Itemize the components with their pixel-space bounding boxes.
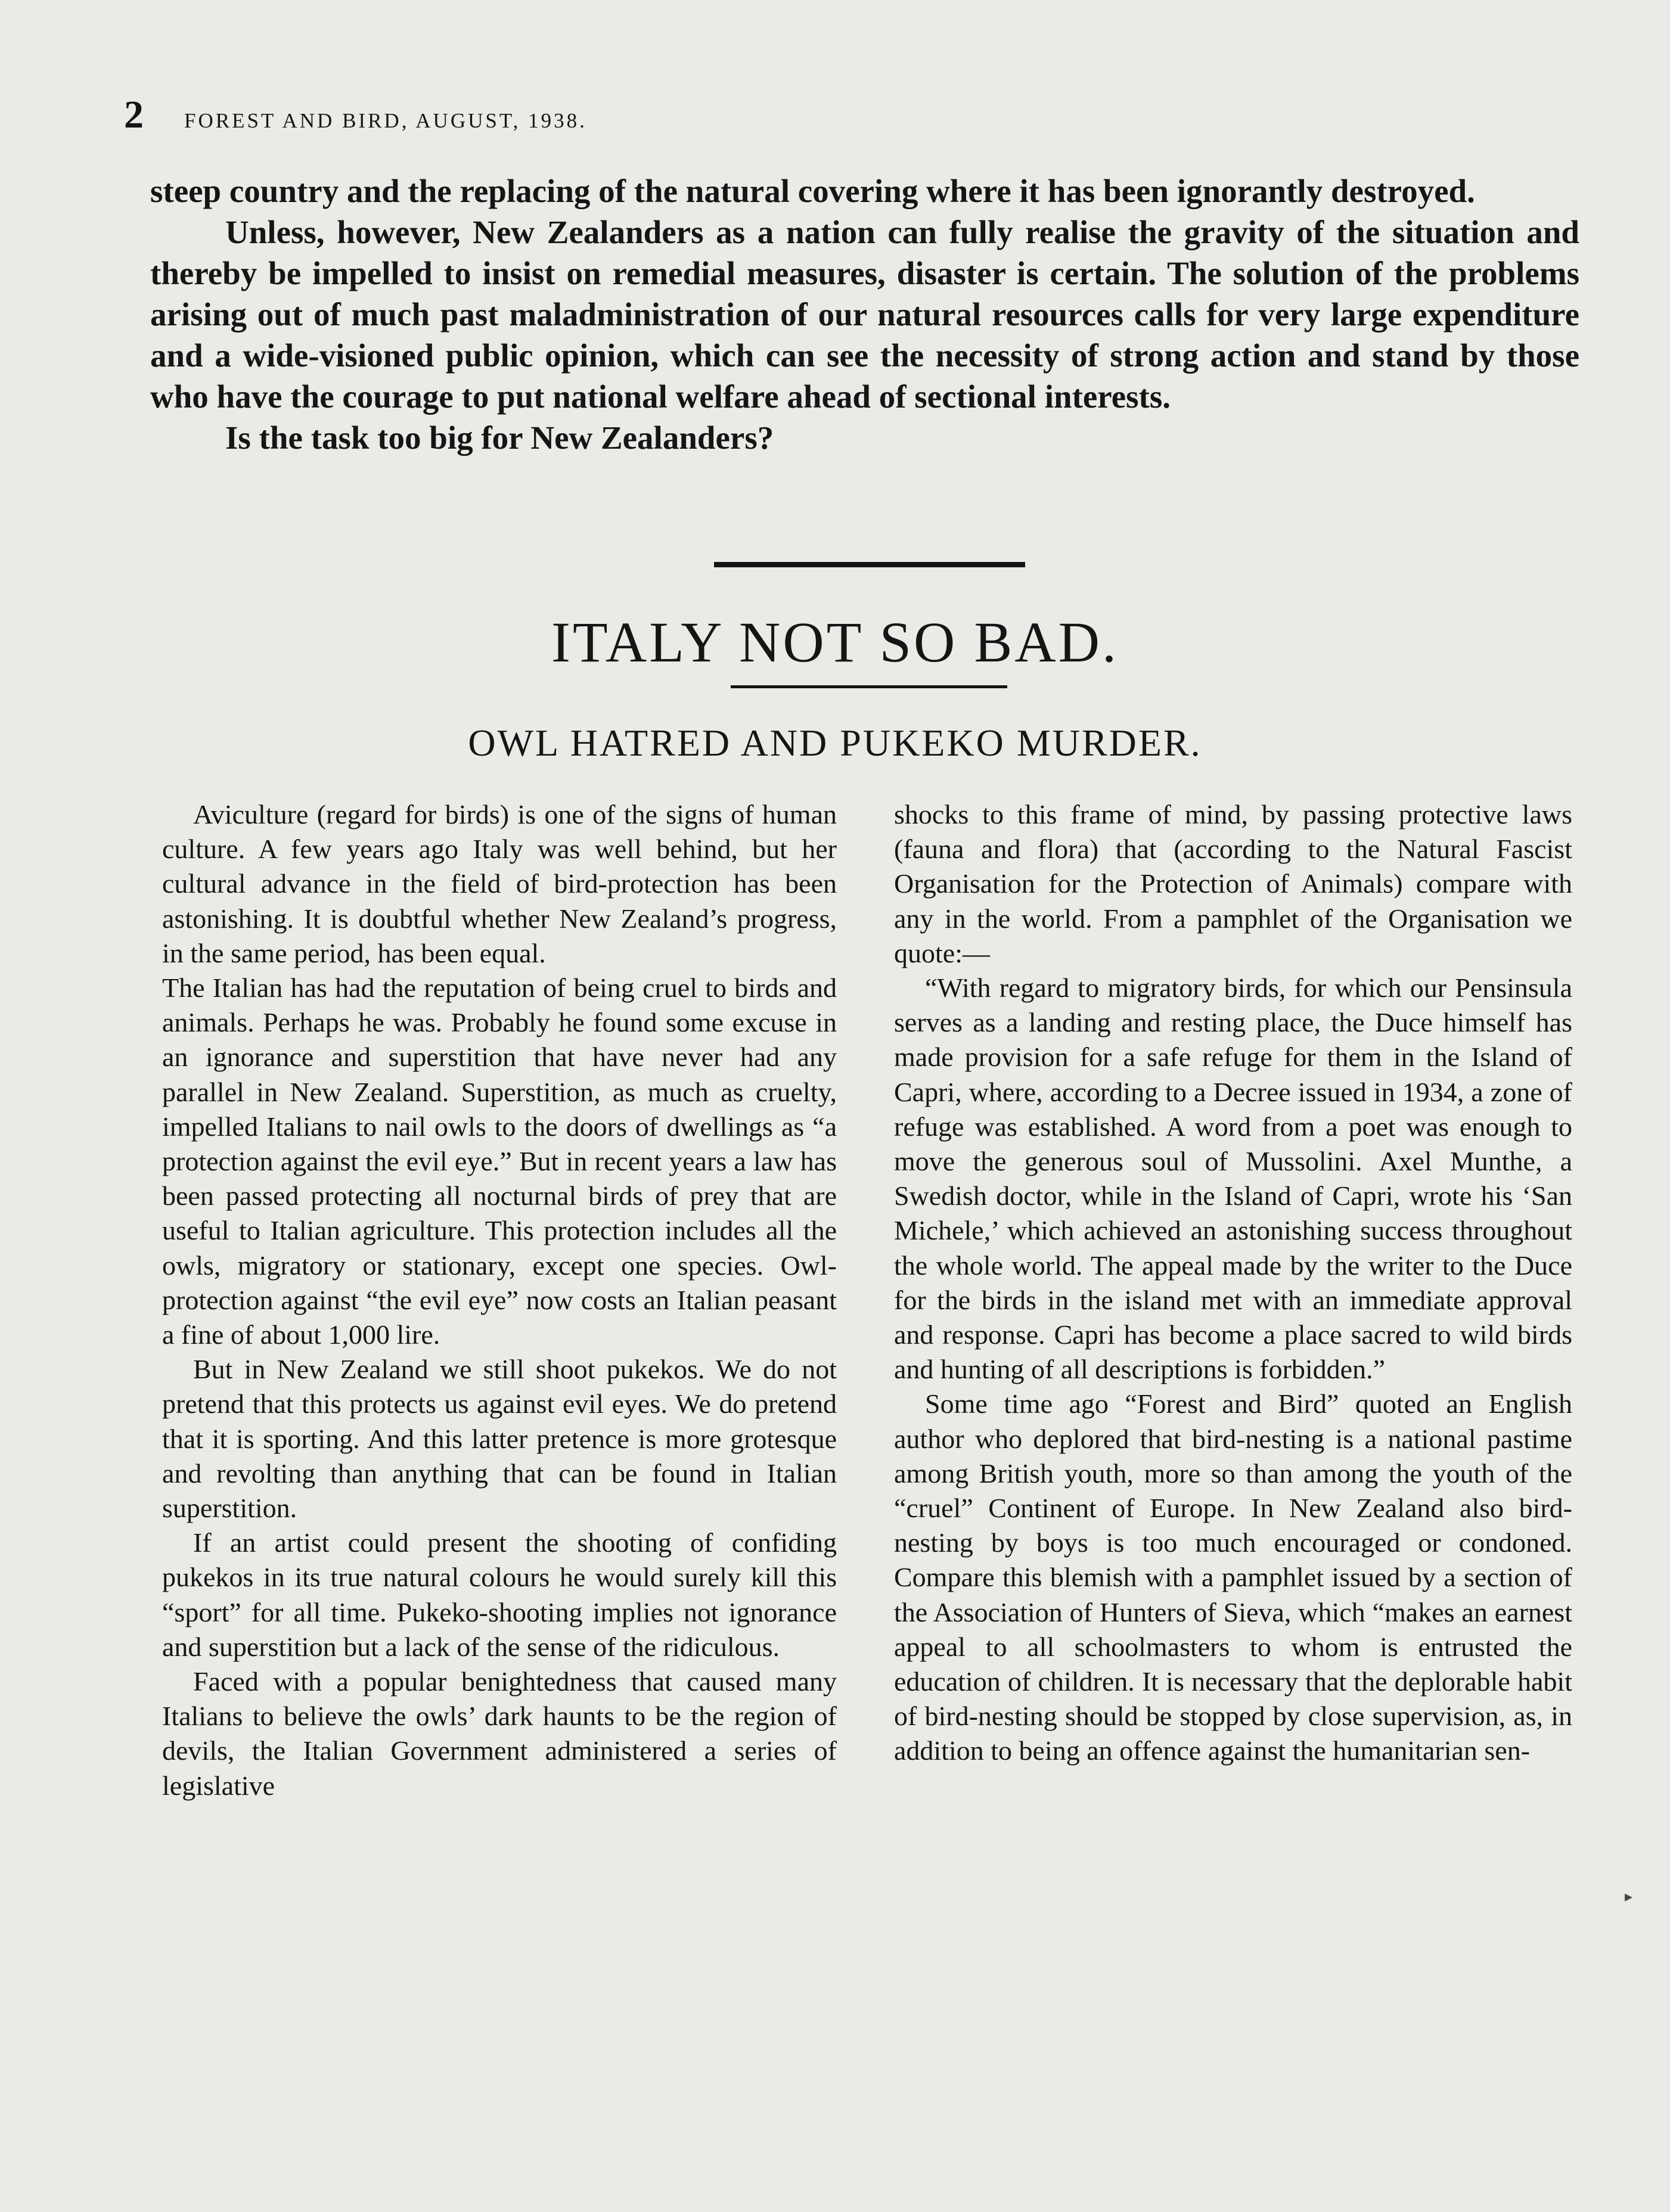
intro-paragraph: Is the task too big for New Zealanders?: [225, 420, 774, 456]
running-title: FOREST AND BIRD, AUGUST, 1938.: [184, 109, 587, 132]
article-paragraph: shocks to this frame of mind, by passing protective laws (fauna and flora) that (according to the Natural Fascist Organisation for the Protection of Animals) compare with any in the world. From a pamphlet of the Organisation we quote:—: [894, 799, 1572, 968]
article-paragraph: The Italian has had the reputation of being cruel to birds and animals. Perhaps he was. Probably he found some excuse in an ignorance and superstition that have never had any parallel in New Zealand. Superstition, as much as cruelty, impelled Italians to nail owls to the doors of dwellings as “a protection against the evil eye.” But in recent years a law has been passed protecting all nocturnal birds of prey that are useful to Italian agriculture. This protection includes all the owls, migratory or stationary, except one species. Owl-protection against “the evil eye” now costs an Italian peasant a fine of about 1,000 lire.: [162, 973, 837, 1350]
intro-paragraph: Unless, however, New Zealanders as a nation can fully realise the gravity of the situation and thereby be impelled to insist on remedial measures, disaster is certain. The solution of the problems arising out of much past maladministration of our natural resources calls for very large expenditure and a wide-visioned public opinion, which can see the necessity of strong action and stand by those who have the courage to put national welfare ahead of sectional interests.: [150, 214, 1579, 415]
section-divider: [714, 562, 1025, 567]
article-paragraph: But in New Zealand we still shoot pukekos. We do not pretend that this protects us against evil eyes. We do pretend that it is sporting. And this latter pretence is more grotesque and revolting than anything that can be found in Italian superstition.: [162, 1354, 837, 1524]
article-column-right: [894, 797, 1572, 1769]
intro-text: [150, 170, 1579, 458]
article-paragraph: Aviculture (regard for birds) is one of the signs of human culture. A few years ago Italy was well behind, but her cultural advance in the field of bird-protection has been astonishing. It is doubtful whether New Zealand’s progress, in the same period, has been equal.: [162, 799, 837, 968]
intro-paragraph: steep country and the replacing of the natural covering where it has been ignorantly destroyed.: [150, 173, 1475, 209]
headline-rule: [731, 685, 1007, 688]
article-paragraph: “With regard to migratory birds, for which our Pensinsula serves as a landing and resting place, the Duce himself has made provision for a safe refuge for them in the Island of Capri, where, according to a Decree issued in 1934, a zone of refuge was established. A word from a poet was enough to move the generous soul of Mussolini. Axel Munthe, a Swedish doctor, while in the Island of Capri, wrote his ‘San Michele,’ which achieved an astonishing success throughout the whole world. The appeal made by the writer to the Duce for the birds in the island met with an immediate approval and response. Capri has become a place sacred to wild birds and hunting of all descriptions is forbidden.”: [894, 973, 1572, 1385]
article-column-left: [162, 797, 837, 1803]
running-head: [124, 95, 587, 143]
article-paragraph: Some time ago “Forest and Bird” quoted an English author who deplored that bird-nesting is a national pastime among British youth, more so than among the youth of the “cruel” Continent of Europe. In New Zealand also bird-nesting by boys is too much encouraged or condoned. Compare this blemish with a pamphlet issued by a section of the Association of Hunters of Sieva, which “makes an earnest appeal to all schoolmasters to whom is entrusted the education of children. It is necessary that the deplorable habit of bird-nesting should be stopped by close supervision, as, in addition to being an offence against the humanitarian sen-: [894, 1388, 1572, 1766]
page-number: 2: [124, 93, 144, 136]
article-headline: ITALY NOT SO BAD.: [551, 610, 1119, 674]
article-paragraph: If an artist could present the shooting of confiding pukekos in its true natural colours he would surely kill this “sport” for all time. Pukeko-shooting implies not ignorance and superstition but a lack of the sense of the ridiculous.: [162, 1527, 837, 1662]
article-paragraph: Faced with a popular benightedness that caused many Italians to believe the owls’ dark haunts to be the region of devils, the Italian Government administered a series of legislative: [162, 1666, 837, 1801]
margin-mark-icon: ▸: [1625, 1888, 1633, 1905]
article-subheadline: OWL HATRED AND PUKEKO MURDER.: [468, 722, 1202, 764]
